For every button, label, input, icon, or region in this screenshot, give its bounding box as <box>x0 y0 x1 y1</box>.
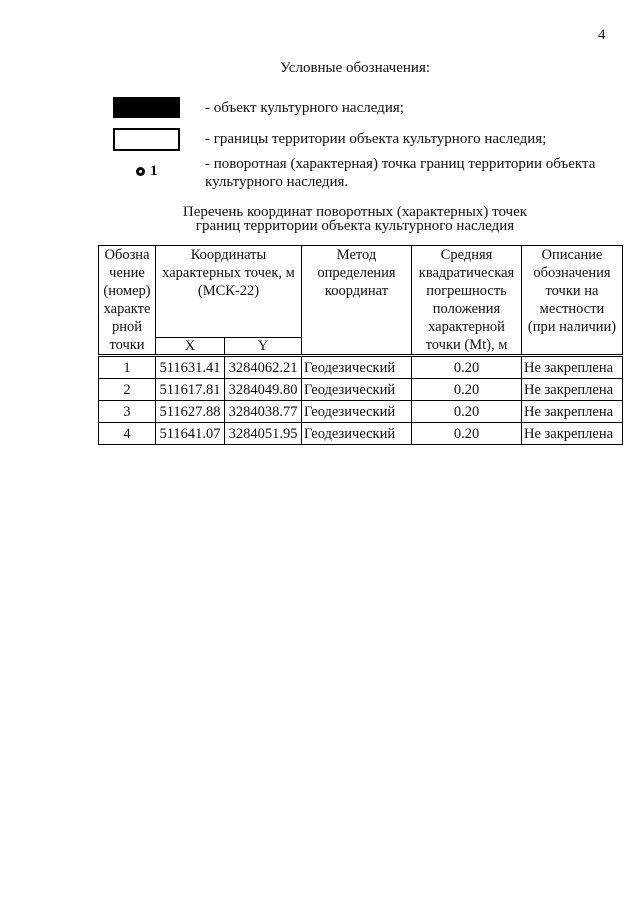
header-description: Описание обозначения точки на местности (при наличии) <box>522 246 623 356</box>
cell-x: 511641.07 <box>156 423 225 445</box>
cell-x: 511617.81 <box>156 379 225 401</box>
point-marker-label: 1 <box>150 163 158 179</box>
cell-x: 511627.88 <box>156 401 225 423</box>
cultural-heritage-object-symbol <box>113 97 180 118</box>
cell-method: Геодезический <box>302 423 412 445</box>
header-x: X <box>156 338 225 356</box>
page-number: 4 <box>598 27 606 43</box>
legend-item-turning-point: - поворотная (характерная) точка границ территории объекта культурного наследия. <box>205 156 596 190</box>
header-method: Метод определения координат <box>302 246 412 356</box>
cell-y: 3284049.80 <box>225 379 302 401</box>
legend-title: Условные обозначения: <box>279 60 431 76</box>
cell-y: 3284038.77 <box>225 401 302 423</box>
header-point-number: Обозна чение (номер) характе рной точки <box>99 246 156 356</box>
cell-method: Геодезический <box>302 379 412 401</box>
legend-item-object: - объект культурного наследия; <box>205 100 404 116</box>
turning-point-symbol <box>136 163 158 180</box>
coordinates-list-title <box>0 205 640 233</box>
cell-y: 3284062.21 <box>225 356 302 379</box>
cell-x: 511631.41 <box>156 356 225 379</box>
cell-description: Не закреплена <box>522 379 623 401</box>
cell-error: 0.20 <box>412 401 522 423</box>
cell-description: Не закреплена <box>522 356 623 379</box>
legend-item-boundary: - границы территории объекта культурного наследия; <box>205 131 547 147</box>
cell-error: 0.20 <box>412 379 522 401</box>
cell-num: 4 <box>99 423 156 445</box>
cell-description: Не закреплена <box>522 423 623 445</box>
table-row <box>99 423 623 445</box>
territory-boundary-symbol <box>113 128 180 151</box>
coordinates-table <box>98 245 623 445</box>
table-row <box>99 356 623 379</box>
cell-error: 0.20 <box>412 356 522 379</box>
cell-method: Геодезический <box>302 356 412 379</box>
cell-y: 3284051.95 <box>225 423 302 445</box>
cell-error: 0.20 <box>412 423 522 445</box>
cell-method: Геодезический <box>302 401 412 423</box>
list-title-line-1: Перечень координат поворотных (характерных) точек <box>182 204 528 220</box>
cell-description: Не закреплена <box>522 401 623 423</box>
cell-num: 3 <box>99 401 156 423</box>
cell-num: 1 <box>99 356 156 379</box>
list-title-line-2: границ территории объекта культурного наследия <box>195 218 515 234</box>
table-row <box>99 401 623 423</box>
header-coordinates: Координаты характерных точек, м (МСК-22) <box>156 246 302 338</box>
table-row <box>99 379 623 401</box>
point-marker-icon <box>136 167 145 176</box>
cell-num: 2 <box>99 379 156 401</box>
header-error: Средняя квадратическая погрешность положения характерной точки (Mt), м <box>412 246 522 356</box>
header-y: Y <box>225 338 302 356</box>
